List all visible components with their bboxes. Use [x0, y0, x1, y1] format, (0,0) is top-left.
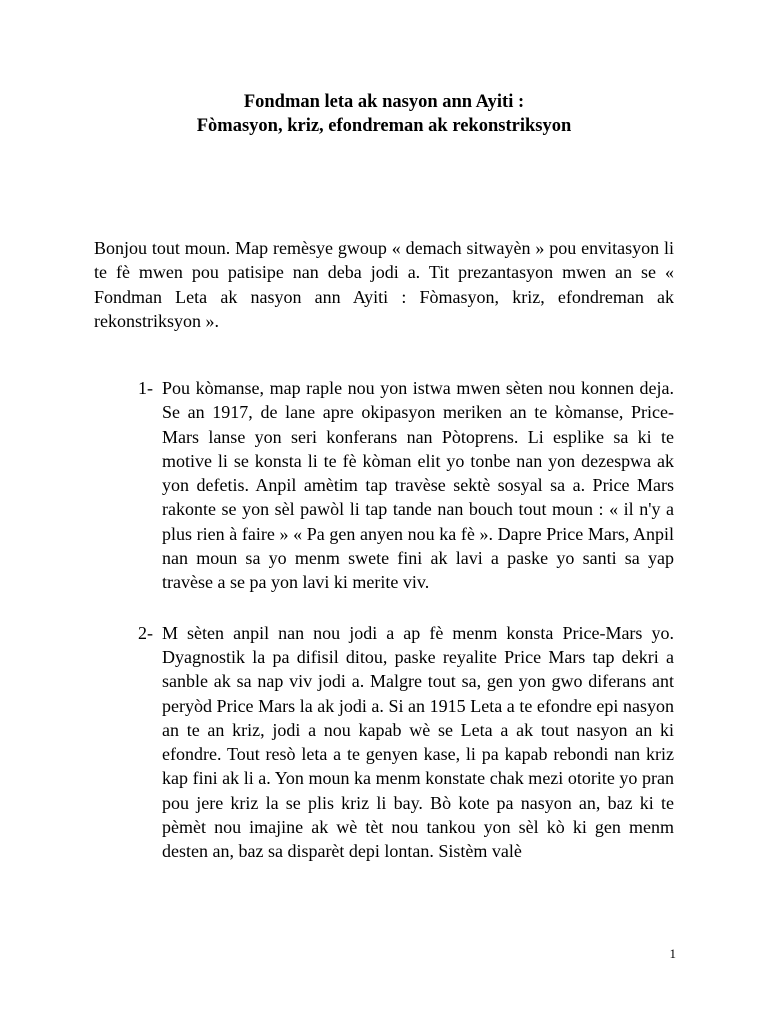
- document-title: [0, 90, 768, 138]
- intro-paragraph: Bonjou tout moun. Map remèsye gwoup « demach sitwayèn » pou envitasyon li te fè mwen pou patisipe nan deba jodi a. Tit prezantasyon mwen an se « Fondman Leta ak nasyon ann Ayiti : Fòmasyon, kriz, efondreman ak rekonstriksyon ».: [94, 238, 674, 331]
- page-number: 1: [669, 946, 676, 961]
- title-line-1: Fondman leta ak nasyon ann Ayiti :: [243, 92, 525, 112]
- list-item-text: Pou kòmanse, map raple nou yon istwa mwen sèten nou konnen deja. Se an 1917, de lane apre okipasyon meriken an te kòmanse, Price-Mars lanse yon seri konferans nan Pòtoprens. Li esplike sa ki te motive li se konsta li te fè kòman elit yo tonbe nan yon dezespwa ak yon defetis. Anpil amètim tap travèse sektè sosyal sa a. Price Mars rakonte se yon sèl pawòl li tap tande nan bouch tout moun : « il n'y a plus rien à faire » « Pa gen anyen nou ka fè ». Dapre Price Mars, Anpil nan moun sa yo menm swete fini ak lavi a paske yo santi sa yap travèse a se pa yon lavi ki merite viv.: [162, 378, 674, 593]
- title-line-2: Fòmasyon, kriz, efondreman ak rekonstriksyon: [196, 116, 572, 136]
- list-item-number: 2-: [138, 622, 153, 643]
- list-item-number: 1-: [138, 378, 153, 398]
- list-item: [94, 376, 674, 595]
- list-item-text: M sèten anpil nan nou jodi a ap fè menm konsta Price-Mars yo. Dyagnostik la pa difisil ditou, paske reyalite Price Mars tap dekri a sanble ak sa nap viv jodi a. Malgre tout sa, gen yon gwo diferans ant peryòd Price Mars la ak jodi a. Si an 1915 Leta a te efondre epi nasyon an te an kriz, jodi a nou kapab wè se Leta a ak tout nasyon an ki efondre. Tout resò leta a te genyen kase, li pa kapab rebondi nan kriz kap fini ak li a. Yon moun ka menm konstate chak mezi otorite yo pran pou jere kriz la se plis kriz li bay. Bò kote pa nasyon an, baz ki te pèmèt nou imajine ak wè tèt nou tankou yon sèl kò ki gen menm desten an, baz sa disparèt depi lontan. Sistèm valè: [162, 622, 674, 862]
- numbered-list: [94, 376, 674, 864]
- list-item: [94, 621, 674, 864]
